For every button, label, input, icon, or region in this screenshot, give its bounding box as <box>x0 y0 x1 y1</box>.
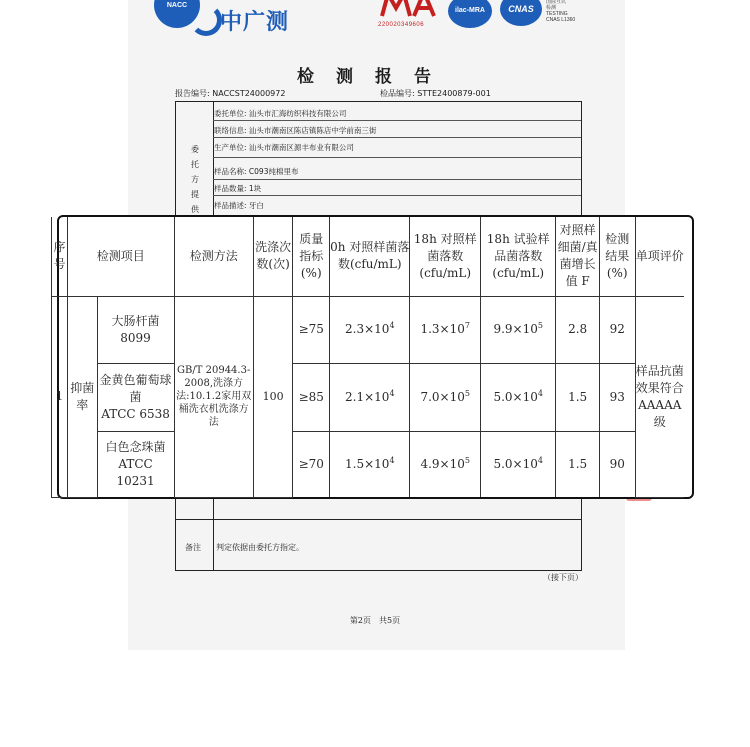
report-number-value: NACCST24000972 <box>212 89 286 98</box>
table-row <box>52 363 685 431</box>
results-table-card <box>53 215 694 499</box>
header-logos <box>150 0 590 36</box>
evaluation-cell: 样品抗菌效果符合AAAAA级 <box>635 296 684 497</box>
report-number-label: 报告编号: <box>175 89 210 98</box>
c0h-exponent: 4 <box>389 388 395 398</box>
c0h-exponent: 4 <box>389 455 395 465</box>
seq-header: 序号 <box>52 217 68 296</box>
report-title: 检测报告 <box>297 67 453 87</box>
c18h-header: 18h 对照样菌落数(cfu/mL) <box>410 217 481 296</box>
continued-text: （接下页） <box>543 573 583 582</box>
c0h-value: 2.1×10 <box>345 389 390 404</box>
c0h-exponent: 4 <box>389 321 395 330</box>
c0h-cell <box>330 431 410 497</box>
index-header: 质量指标(%) <box>293 217 330 296</box>
row-divider <box>213 120 581 121</box>
cma-number: 220020349606 <box>378 22 425 28</box>
cma-logo <box>378 0 438 20</box>
organism-name: 白色念珠菌 <box>105 439 166 454</box>
naac-arc-icon <box>190 4 222 36</box>
row-divider <box>213 157 581 158</box>
method-cell: GB/T 20944.3-2008,洗涤方法:10.1.2家用双桶洗衣机洗涤方法 <box>174 296 253 497</box>
c18h-cell <box>410 296 481 363</box>
s18h-cell <box>481 431 556 497</box>
organism-cell <box>97 296 174 363</box>
s18h-exponent: 5 <box>537 321 543 330</box>
method-header: 检测方法 <box>174 217 253 296</box>
organism-name: 大肠杆菌 <box>111 313 160 328</box>
seq-cell: 1 <box>52 296 68 497</box>
s18h-cell <box>481 296 556 363</box>
sample-number <box>380 88 491 99</box>
row-divider <box>213 137 581 138</box>
table-row <box>52 431 685 497</box>
s18h-header: 18h 试验样品菌落数(cfu/mL) <box>481 217 556 296</box>
result-cell: 92 <box>599 296 635 363</box>
item-header: 检测项目 <box>67 217 174 296</box>
organism-strain: 8099 <box>120 330 151 345</box>
growth-cell: 2.8 <box>556 296 599 363</box>
producer-row: 生产单位: 汕头市潮南区源丰布业有限公司 <box>214 143 354 152</box>
growth-cell: 1.5 <box>556 363 599 431</box>
s18h-cell <box>481 363 556 431</box>
c0h-cell <box>330 296 410 363</box>
sample-name-row: 样品名称: C093纯棉里布 <box>214 167 299 176</box>
client-row: 委托单位: 汕头市汇海纺织科技有限公司 <box>214 109 347 118</box>
c0h-cell <box>330 363 410 431</box>
c18h-exponent: 5 <box>464 388 470 398</box>
cnas-caption: 国际互认 检测 TESTING CNAS L1360 <box>546 0 576 23</box>
wash-header: 洗涤次数(次) <box>253 217 293 296</box>
result-cell: 93 <box>599 363 635 431</box>
header-row <box>52 217 685 296</box>
c18h-value: 1.3×10 <box>420 322 465 336</box>
c18h-cell <box>410 363 481 431</box>
side-label: 委托方提供 <box>191 145 199 214</box>
c18h-exponent: 5 <box>464 455 470 465</box>
naac-logo-text: NACC <box>166 2 188 9</box>
organism-strain: ATCC 6538 <box>101 406 170 421</box>
page-number: 第2页 共5页 <box>349 616 401 625</box>
organism-cell <box>97 363 174 431</box>
c18h-value: 7.0×10 <box>420 389 465 404</box>
s18h-exponent: 4 <box>537 388 543 398</box>
table-row <box>52 296 685 363</box>
row-divider <box>213 179 581 180</box>
result-cell: 90 <box>599 431 635 497</box>
note-text: 判定依据由委托方指定。 <box>216 543 304 552</box>
c0h-header: 0h 对照样菌落数(cfu/mL) <box>330 217 410 296</box>
index-cell: ≥75 <box>293 296 330 363</box>
sample-number-label: 检品编号: <box>380 89 415 98</box>
growth-header: 对照样细菌/真菌增长值 F <box>556 217 599 296</box>
note-label: 备注 <box>185 543 201 552</box>
s18h-value: 5.0×10 <box>493 456 538 471</box>
c0h-value: 1.5×10 <box>345 456 390 471</box>
ilac-mra-logo: ilac-MRA <box>448 0 492 28</box>
result-header: 检测结果(%) <box>599 217 635 296</box>
organism-cell <box>97 431 174 497</box>
row-divider <box>176 519 581 520</box>
s18h-exponent: 4 <box>537 455 543 465</box>
c18h-exponent: 7 <box>464 321 470 330</box>
brand-name: 中广测 <box>220 10 290 35</box>
wash-cell: 100 <box>253 296 293 497</box>
s18h-value: 9.9×10 <box>493 322 538 336</box>
organism-name: 金黄色葡萄球菌 <box>99 372 172 404</box>
s18h-value: 5.0×10 <box>493 389 538 404</box>
growth-cell: 1.5 <box>556 431 599 497</box>
index-cell: ≥85 <box>293 363 330 431</box>
organism-strain: ATCC 10231 <box>116 456 155 488</box>
sample-qty-row: 样品数量: 1块 <box>214 184 262 193</box>
cnas-logo: CNAS <box>500 0 542 26</box>
c18h-cell <box>410 431 481 497</box>
c18h-value: 4.9×10 <box>420 456 465 471</box>
results-table <box>51 217 684 498</box>
contact-row: 联络信息: 汕头市潮南区陈店镇陈店中学前南三街 <box>214 126 377 135</box>
c0h-value: 2.3×10 <box>345 322 390 336</box>
sample-number-value: STTE2400879-001 <box>417 89 491 98</box>
sample-desc-row: 样品描述: 牙白 <box>214 201 264 210</box>
index-cell: ≥70 <box>293 431 330 497</box>
eval-header: 单项评价 <box>635 217 684 296</box>
category-cell: 抑菌率 <box>67 296 97 497</box>
report-number <box>175 88 285 99</box>
row-divider <box>213 195 581 196</box>
